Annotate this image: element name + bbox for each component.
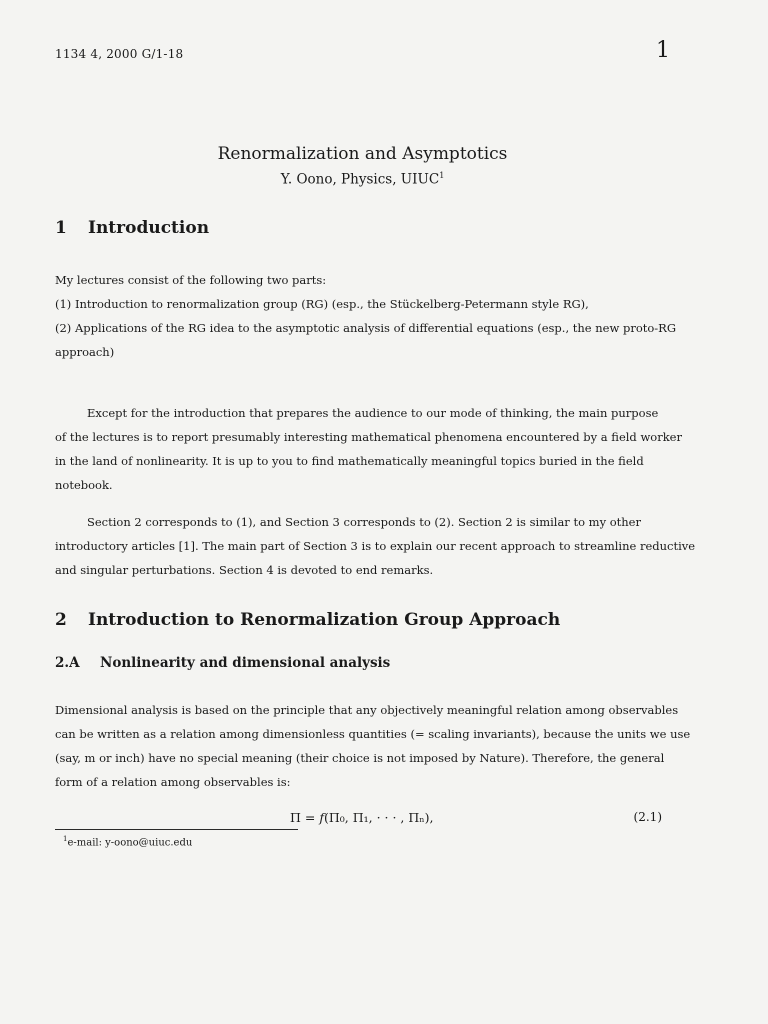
text-line: approach) <box>55 345 115 359</box>
subsection-2a-heading <box>55 655 390 671</box>
section-2-heading <box>55 610 560 630</box>
text-line: Section 2 corresponds to (1), and Section 3 corresponds to (2). Section 2 is similar to my other <box>87 515 641 529</box>
text-line: My lectures consist of the following two parts: <box>55 273 327 287</box>
text-line: (1) Introduction to renormalization group (RG) (esp., the Stückelberg-Petermann style RG), <box>55 297 589 311</box>
equation-lhs: Π <box>290 810 301 825</box>
author-name: Y. Oono, Physics, UIUC <box>280 171 440 188</box>
section-title: Introduction <box>88 218 210 238</box>
text-line: notebook. <box>55 478 113 492</box>
text-line: in the land of nonlinearity. It is up to you to find mathematically meaningful topics buried in the field <box>55 454 644 468</box>
intro-paragraph-2 <box>55 401 682 497</box>
equation-function: f <box>319 810 324 825</box>
text-line: and singular perturbations. Section 4 is devoted to end remarks. <box>55 563 434 577</box>
text-line: (2) Applications of the RG idea to the asymptotic analysis of differential equations (esp., the new proto-RG <box>55 321 677 335</box>
dimensional-analysis-paragraph <box>55 698 691 794</box>
text-line: can be written as a relation among dimensionless quantities (= scaling invariants), because the units we use <box>55 727 691 741</box>
footnote-text: e-mail: y-oono@uiuc.edu <box>67 837 193 849</box>
subsection-number: 2.A <box>55 655 80 671</box>
author-line <box>0 171 725 188</box>
paper-title: Renormalization and Asymptotics <box>217 144 508 164</box>
intro-paragraph-1 <box>55 268 677 364</box>
footnote-marker: 1 <box>439 171 445 180</box>
section-number: 2 <box>55 610 67 630</box>
page-number: 1 <box>656 38 670 63</box>
text-line: Except for the introduction that prepares the audience to our mode of thinking, the main purpose <box>87 406 659 420</box>
equation-args: (Π₀, Π₁, · · · , Πₙ), <box>323 810 434 825</box>
subsection-title: Nonlinearity and dimensional analysis <box>100 655 391 671</box>
footnote-mark: 1 <box>63 835 68 843</box>
text-line: Dimensional analysis is based on the principle that any objectively meaningful relation among observables <box>55 703 679 717</box>
footnote-rule <box>55 829 298 830</box>
intro-paragraph-3 <box>55 510 696 582</box>
text-line: introductory articles [1]. The main part of Section 3 is to explain our recent approach to streamline reductive <box>55 539 696 553</box>
equation-body <box>290 810 434 825</box>
header-identifier: 1134 4, 2000 G/1-18 <box>55 47 184 61</box>
equation-label: (2.1) <box>633 810 662 824</box>
text-line: (say, m or inch) have no special meaning (their choice is not imposed by Nature). Therefore, the general <box>55 751 665 765</box>
footnote <box>63 835 192 848</box>
section-number: 1 <box>55 218 67 238</box>
text-line: of the lectures is to report presumably interesting mathematical phenomena encountered by a field worker <box>55 430 682 444</box>
section-title: Introduction to Renormalization Group Approach <box>88 610 561 630</box>
text-line: form of a relation among observables is: <box>55 775 291 789</box>
section-1-heading <box>55 218 209 238</box>
equation-equals: = <box>300 810 320 825</box>
